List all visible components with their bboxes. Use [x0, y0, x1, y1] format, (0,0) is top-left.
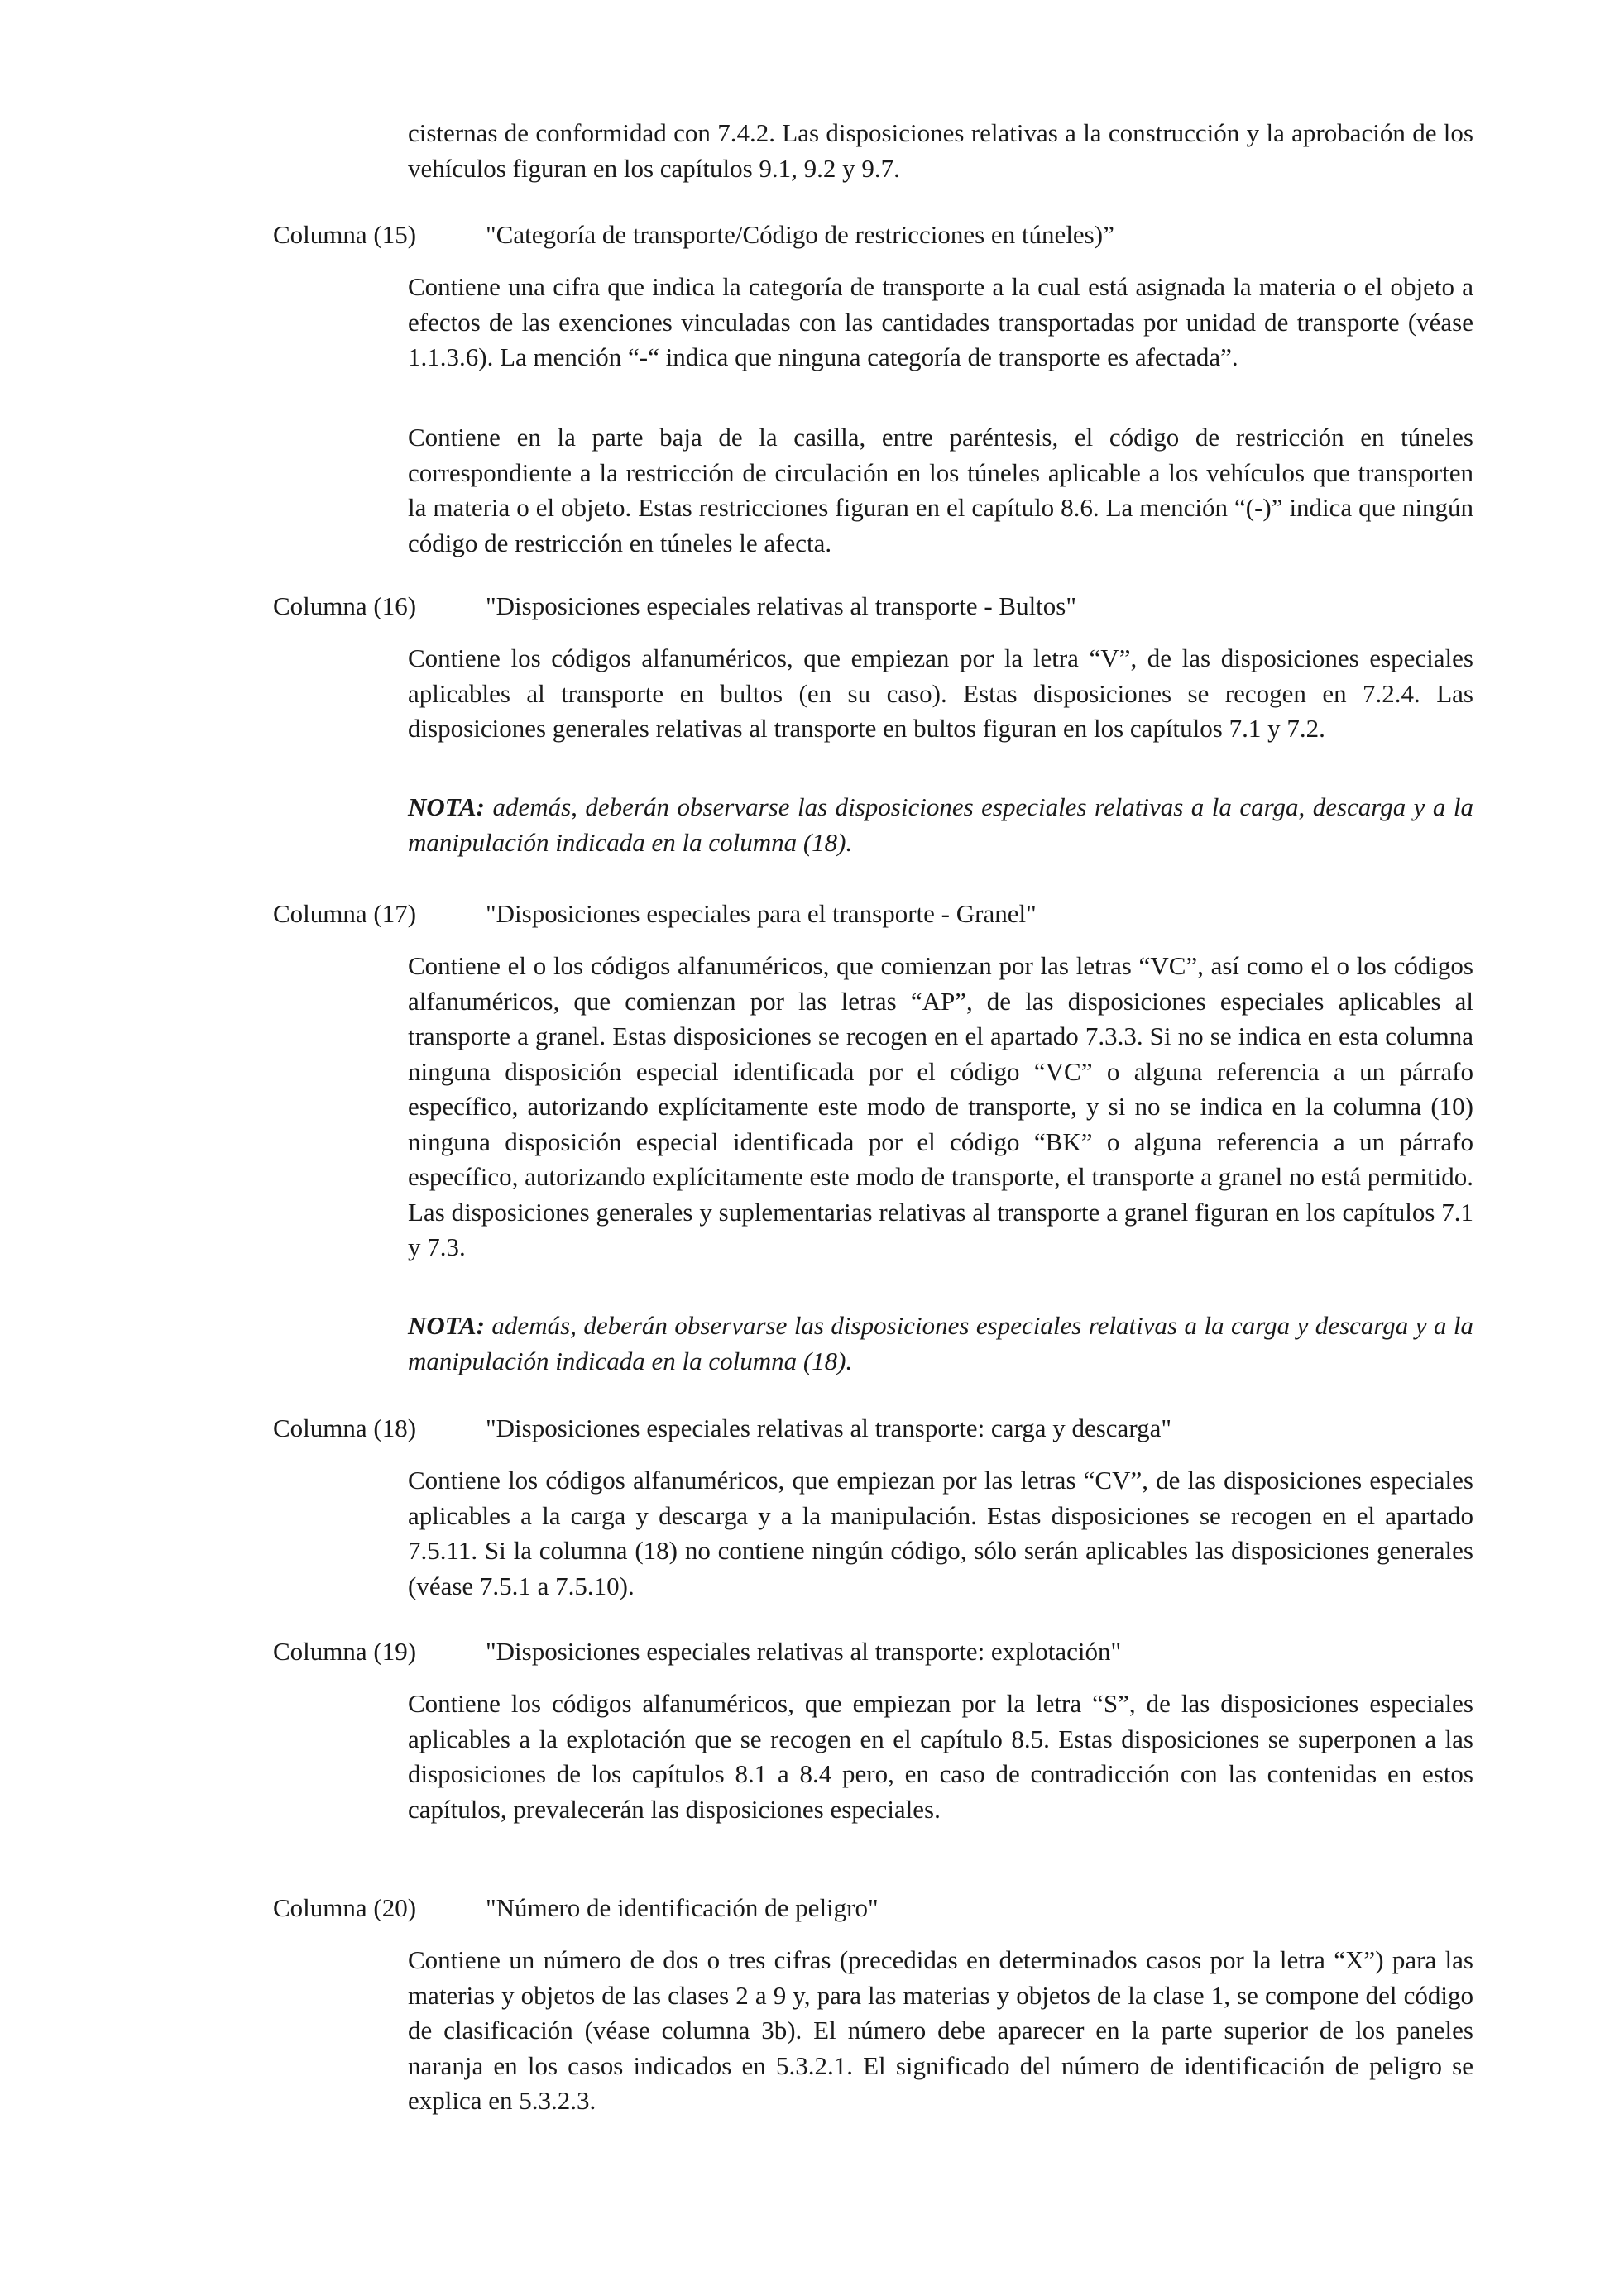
column-17-note-text: además, deberán observarse las disposiciones especiales relativas a la carga y descarga y a la manipulación indicada en la columna (18). — [408, 1311, 1473, 1375]
column-16-note-text: además, deberán observarse las disposiciones especiales relativas a la carga, descarga y a la manipulación indicada en la columna (18). — [408, 792, 1473, 857]
column-17-number: Columna (17) — [273, 899, 417, 928]
column-16-heading — [273, 589, 1514, 624]
column-16-paragraph-1: Contiene los códigos alfanuméricos, que empiezan por la letra “V”, de las disposiciones especiales aplicables al transporte en bultos (en su caso). Estas disposiciones se recogen en 7.2.4. Las disposiciones generales relativas al transporte en bultos figuran en los capítulos 7.1 y 7.2. — [408, 643, 1473, 743]
column-17-note — [408, 1308, 1473, 1379]
column-18-title: "Disposiciones especiales relativas al transporte: carga y descarga" — [486, 1413, 1171, 1442]
column-18-heading — [273, 1411, 1514, 1447]
column-18-paragraph-1: Contiene los códigos alfanuméricos, que empiezan por las letras “CV”, de las disposiciones especiales aplicables a la carga y descarga y a la manipulación. Estas disposiciones se recogen en el apartado 7.5.11. Si la columna (18) no contiene ningún código, sólo serán aplicables las disposiciones generales (véase 7.5.1 a 7.5.10). — [408, 1466, 1473, 1600]
column-17-note-label: NOTA: — [408, 1311, 485, 1340]
column-16-note-label: NOTA: — [408, 792, 485, 821]
column-19-heading — [273, 1634, 1514, 1670]
column-17-title: "Disposiciones especiales para el transporte - Granel" — [486, 899, 1037, 928]
column-19-number: Columna (19) — [273, 1637, 417, 1666]
column-15-paragraph-1: Contiene una cifra que indica la categoría de transporte a la cual está asignada la materia o el objeto a efectos de las exenciones vinculadas con las cantidades transportadas por unidad de transporte (véase 1.1.3.6). La mención “-“ indica que ninguna categoría de transporte es afectada”. — [408, 272, 1473, 371]
column-20-number: Columna (20) — [273, 1893, 417, 1922]
column-20-title: "Número de identificación de peligro" — [486, 1893, 879, 1922]
column-15-heading — [273, 218, 1514, 253]
column-15-title: "Categoría de transporte/Código de restricciones en túneles)” — [486, 220, 1114, 249]
intro-paragraph: cisternas de conformidad con 7.4.2. Las disposiciones relativas a la construcción y la aprobación de los vehículos figuran en los capítulos 9.1, 9.2 y 9.7. — [408, 118, 1473, 183]
column-18-number: Columna (18) — [273, 1413, 417, 1442]
column-20-paragraph-1: Contiene un número de dos o tres cifras (precedidas en determinados casos por la letra “X”) para las materias y objetos de las clases 2 a 9 y, para las materias y objetos de la clase 1, se compone del código de clasificación (véase columna 3b). El número debe aparecer en la parte superior de los paneles naranja en los casos indicados en 5.3.2.1. El significado del número de identificación de peligro se explica en 5.3.2.3. — [408, 1945, 1473, 2115]
column-17-paragraph-1: Contiene el o los códigos alfanuméricos, que comienzan por las letras “VC”, así como el o los códigos alfanuméricos, que comienzan por las letras “AP”, de las disposiciones especiales aplicables al transporte a granel. Estas disposiciones se recogen en el apartado 7.3.3. Si no se indica en esta columna ninguna disposición especial identificada por el código “VC” o alguna referencia a un párrafo específico, autorizando explícitamente este modo de transporte, y si no se indica en la columna (10) ninguna disposición especial identificada por el código “BK” o alguna referencia a un párrafo específico, autorizando explícitamente este modo de transporte, el transporte a granel no está permitido. Las disposiciones generales y suplementarias relativas al transporte a granel figuran en los capítulos 7.1 y 7.3. — [408, 951, 1473, 1261]
column-20-heading — [273, 1891, 1514, 1926]
column-15-paragraph-2: Contiene en la parte baja de la casilla, entre paréntesis, el código de restricción en túneles correspondiente a la restricción de circulación en los túneles aplicable a los vehículos que transporten la materia o el objeto. Estas restricciones figuran en el capítulo 8.6. La mención “(-)” indica que ningún código de restricción en túneles le afecta. — [408, 423, 1473, 557]
column-16-note — [408, 790, 1473, 860]
column-16-title: "Disposiciones especiales relativas al transporte - Bultos" — [486, 591, 1077, 620]
column-19-title: "Disposiciones especiales relativas al transporte: explotación" — [486, 1637, 1122, 1666]
column-15-number: Columna (15) — [273, 220, 417, 249]
column-19-paragraph-1: Contiene los códigos alfanuméricos, que empiezan por la letra “S”, de las disposiciones especiales aplicables a la explotación que se recogen en el capítulo 8.5. Estas disposiciones se superponen a las disposiciones de los capítulos 8.1 a 8.4 pero, en caso de contradicción con las contenidas en estos capítulos, prevalecerán las disposiciones especiales. — [408, 1689, 1473, 1824]
column-16-number: Columna (16) — [273, 591, 417, 620]
column-17-heading — [273, 897, 1514, 932]
